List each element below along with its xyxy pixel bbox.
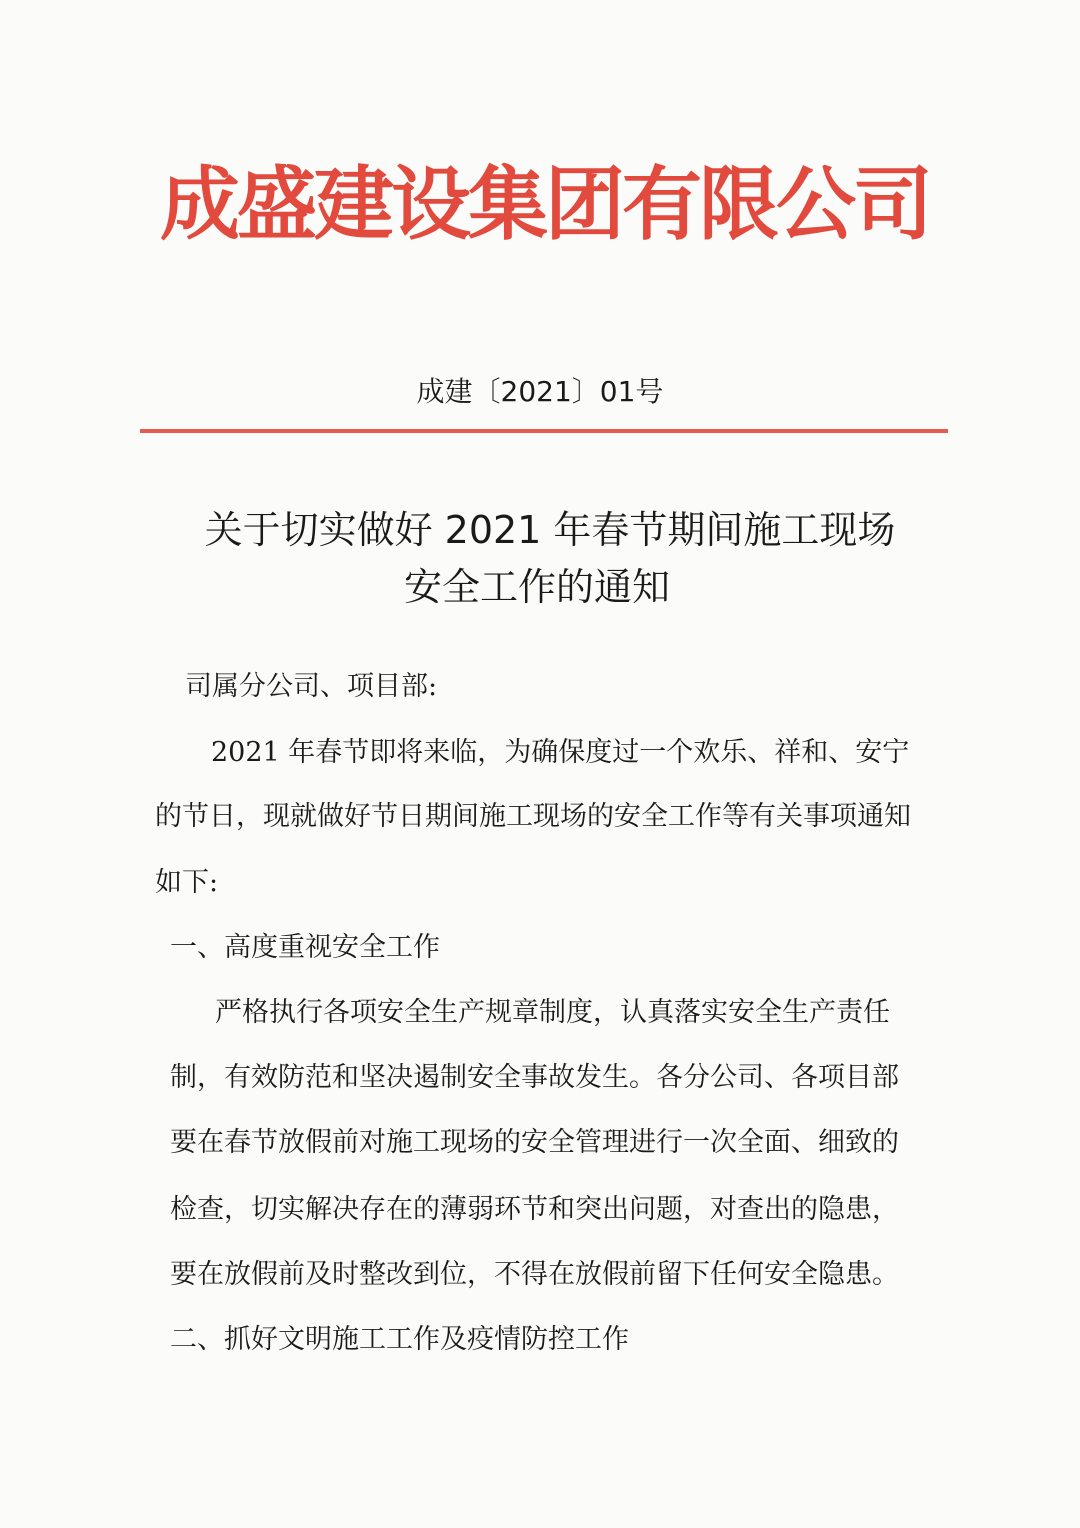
intro-paragraph-line: 2021 年春节即将来临，为确保度过一个欢乐、祥和、安宁 (211, 737, 910, 768)
document-number: 成建〔2021〕01号 (416, 375, 664, 408)
section-1-paragraph-line: 要在春节放假前对施工现场的安全管理进行一次全面、细致的 (170, 1127, 899, 1158)
salutation: 司属分公司、项目部: (185, 671, 438, 702)
section-1-paragraph-line: 制，有效防范和坚决遏制安全事故发生。各分公司、各项目部 (170, 1062, 899, 1093)
section-1-heading: 一、高度重视安全工作 (170, 932, 440, 963)
intro-paragraph-line: 如下: (155, 867, 219, 898)
intro-paragraph-line: 的节日，现就做好节日期间施工现场的安全工作等有关事项通知 (155, 801, 911, 832)
section-2-heading: 二、抓好文明施工工作及疫情防控工作 (170, 1324, 629, 1355)
company-masthead: 成盛建设集团有限公司 (160, 158, 930, 251)
notice-title-line-1: 关于切实做好 2021 年春节期间施工现场 (204, 508, 896, 552)
section-1-paragraph-line: 严格执行各项安全生产规章制度，认真落实安全生产责任 (215, 997, 890, 1028)
section-1-paragraph-line: 要在放假前及时整改到位，不得在放假前留下任何安全隐患。 (170, 1259, 899, 1290)
red-divider-rule (140, 429, 948, 433)
section-1-paragraph-line: 检查，切实解决存在的薄弱环节和突出问题，对查出的隐患， (170, 1194, 899, 1225)
notice-title-line-2: 安全工作的通知 (403, 565, 670, 609)
